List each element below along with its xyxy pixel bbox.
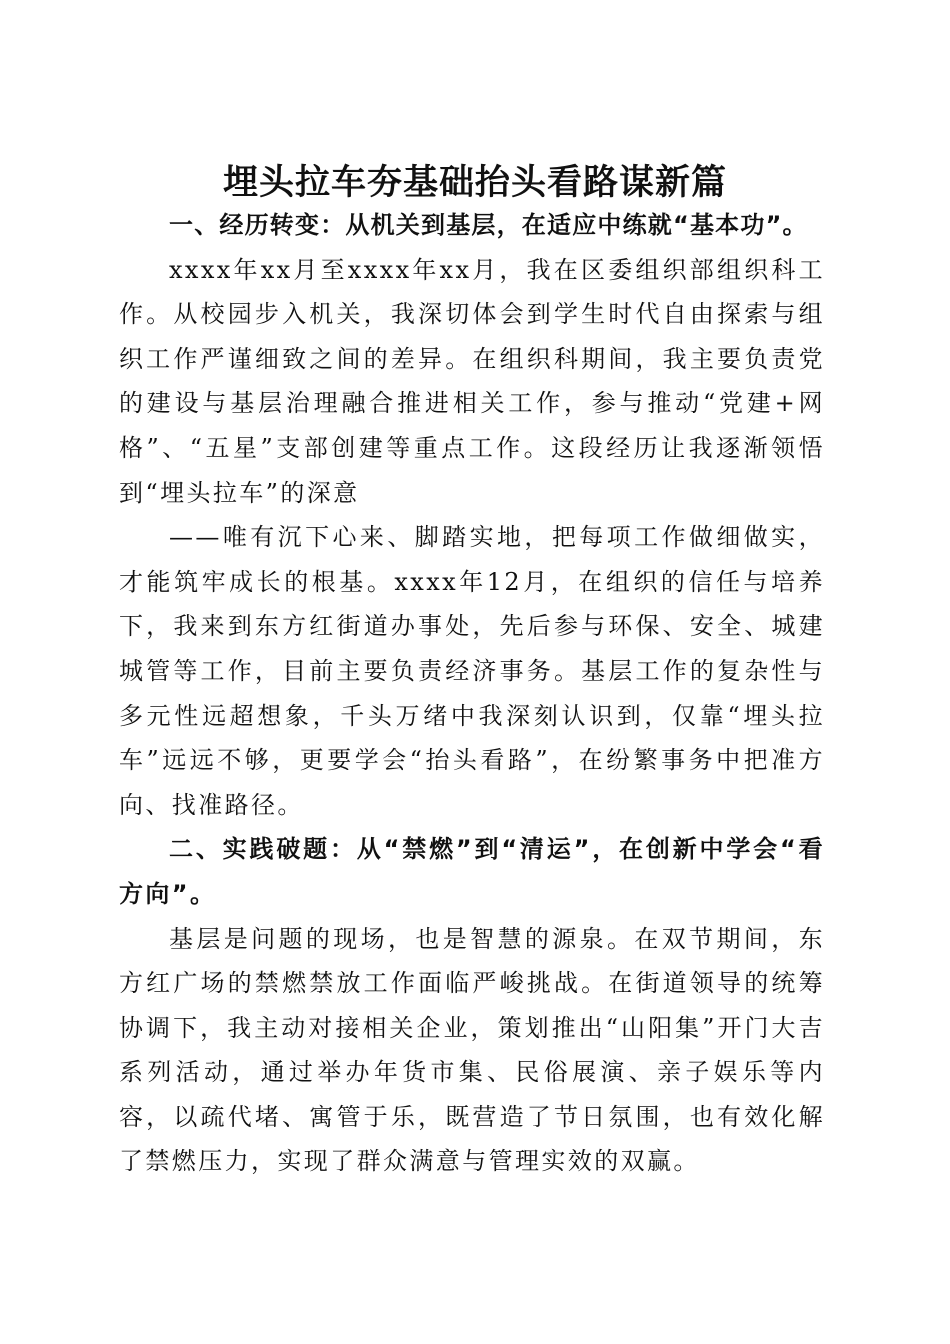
section-heading-2: 二、实践破题：从“禁燃”到“清运”，在创新中学会“看方向”。 (119, 835, 825, 908)
paragraph-1: xxxx年xx月至xxxx年xx月，我在区委组织部组织科工作。从校园步入机关，我深切体会到学生时代自由探索与组织工作严谨细致之间的差异。在组织科期间，我主要负责党的建设与基层治理融合推进相关工作，参与推动“党建+网格”、“五星”支部创建等重点工作。这段经历让我逐渐领悟到“埋头拉车”的深意 (119, 255, 825, 507)
paragraph-2: ——唯有沉下心来、脚踏实地，把每项工作做细做实，才能筑牢成长的根基。xxxx年12月，在组织的信任与培养下，我来到东方红街道办事处，先后参与环保、安全、城建城管等工作，目前主要负责经济事务。基层工作的复杂性与多元性远超想象，千头万绪中我深刻认识到，仅靠“埋头拉车”远远不够，更要学会“抬头看路”，在纷繁事务中把准方向、找准路径。 (119, 523, 825, 819)
paragraph-3: 基层是问题的现场，也是智慧的源泉。在双节期间，东方红广场的禁燃禁放工作面临严峻挑战。在街道领导的统筹协调下，我主动对接相关企业，策划推出“山阳集”开门大吉系列活动，通过举办年货市集、民俗展演、亲子娱乐等内容，以疏代堵、寓管于乐，既营造了节日氛围，也有效化解了禁燃压力，实现了群众满意与管理实效的双赢。 (119, 924, 825, 1176)
section-heading-1: 一、经历转变：从机关到基层，在适应中练就“基本功”。 (169, 211, 808, 239)
document-title: 埋头拉车夯基础抬头看路谋新篇 (222, 162, 727, 204)
document-body (119, 203, 825, 1184)
